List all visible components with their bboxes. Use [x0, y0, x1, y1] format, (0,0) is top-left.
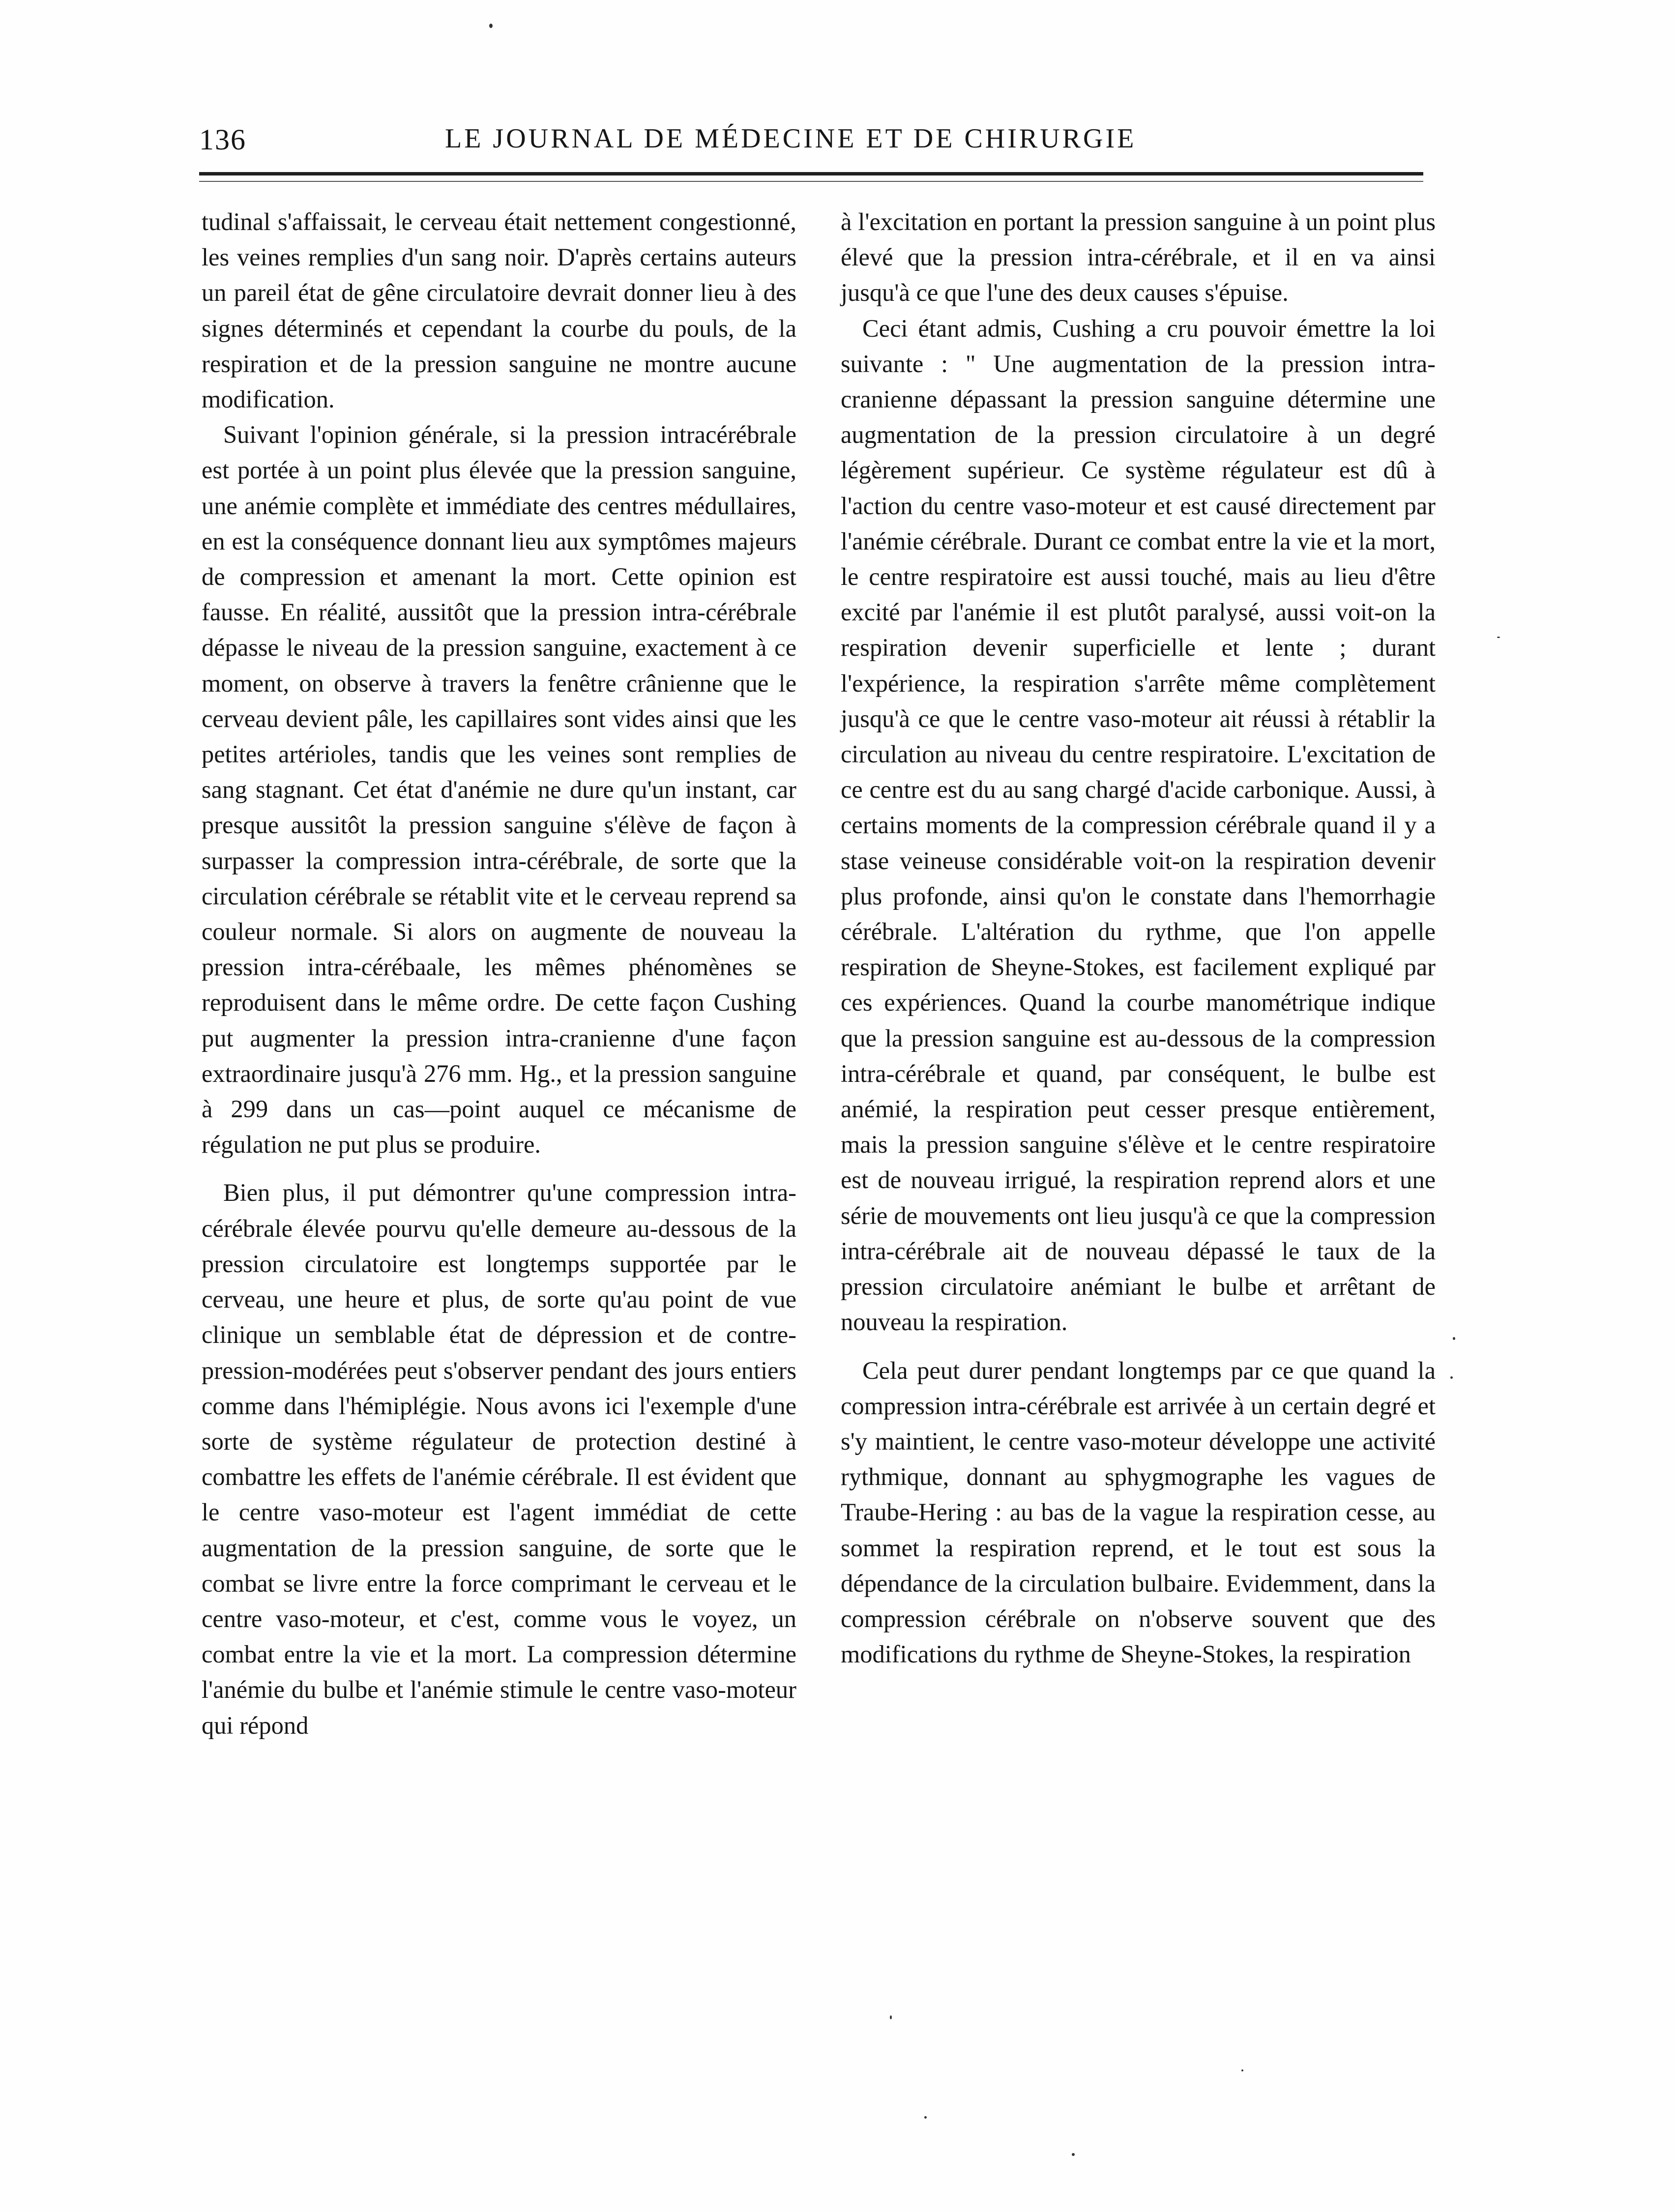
page-number: 136	[199, 123, 246, 156]
print-speck	[489, 24, 493, 28]
right-column	[841, 204, 1436, 1672]
page-header	[199, 123, 1423, 177]
print-speck	[1497, 637, 1500, 638]
running-title: LE JOURNAL DE MÉDECINE ET DE CHIRURGIE	[445, 123, 1137, 154]
paragraph-continued: à l'excitation en portant la pression sanguine à un point plus élevé que la pression intra-cérébrale, et il en va ainsi jusqu'à ce que l'une des deux causes s'épuise.	[841, 208, 1436, 307]
paragraph: Cela peut durer pendant longtemps par ce que quand la compression intra-cérébrale est arrivée à un certain degré et s'y maintient, le centre vaso-moteur développe une activité rythmique, donnant au sphygmographe les vagues de Traube-Hering : au bas de la vague la respiration cesse, au sommet la respiration reprend, et le tout est sous la dépendance de la circulation bulbaire. Evidemment, dans la compression cérébrale on n'observe souvent que des modifications du rythme de Sheyne-Stokes, la respiration	[841, 1356, 1436, 1668]
header-rule	[199, 172, 1423, 175]
paragraph: Ceci étant admis, Cushing a cru pouvoir émettre la loi suivante : " Une augmentation de la pression intra-cranienne dépassant la pression sanguine détermine une augmentation de la pression circulatoire à un degré légèrement supérieur. Ce système régulateur est dû à l'action du centre vaso-moteur et est causé directement par l'anémie cérébrale. Durant ce combat entre la vie et la mort, le centre respiratoire est aussi touché, mais au lieu d'être excité par l'anémie il est plutôt paralysé, aussi voit-on la respiration devenir superficielle et lente ; durant l'expérience, la respiration s'arrête même complètement jusqu'à ce que le centre vaso-moteur ait réussi à rétablir la circulation au niveau du centre respiratoire. L'excitation de ce centre est du au sang chargé d'acide carbonique. Aussi, à certains moments de la compression cérébrale quand il y a stase veineuse considérable voit-on la respiration devenir plus profonde, ainsi qu'on le constate dans l'hemorrhagie cérébrale. L'altération du rythme, que l'on appelle respiration de Sheyne-Stokes, est facilement expliqué par ces expériences. Quand la courbe manométrique indique que la pression sanguine est au-dessous de la compression intra-cérébrale et quand, par conséquent, le bulbe est anémié, la respiration peut cesser presque entièrement, mais la pression sanguine s'élève et le centre respiratoire est de nouveau irrigué, la respiration reprend alors et une série de mouvements ont lieu jusqu'à ce que la compression intra-cérébrale ait de nouveau dépassé le taux de la pression circulatoire anémiant le bulbe et arrêtant de nouveau la respiration.	[841, 314, 1436, 1336]
print-speck	[1450, 1376, 1453, 1379]
paragraph-continued: tudinal s'affaissait, le cerveau était nettement congestionné, les veines remplies d'un sang noir. D'après certains auteurs un pareil état de gêne circulatoire devrait donner lieu à des signes déterminés et cependant la courbe du pouls, de la respiration et de la pression sanguine ne montre aucune modification.	[202, 208, 796, 413]
paragraph: Bien plus, il put démontrer qu'une compression intra-cérébrale élevée pourvu qu'elle demeure au-dessous de la pression circulatoire est longtemps supportée par le cerveau, une heure et plus, de sorte qu'au point de vue clinique un semblable état de dépression et de contre-pression-modérées peut s'observer pendant des jours entiers comme dans l'hémiplégie. Nous avons ici l'exemple d'une sorte de système régulateur de protection destiné à combattre les effets de l'anémie cérébrale. Il est évident que le centre vaso-moteur est l'agent immédiat de cette augmentation de la pression sanguine, de sorte que le combat se livre entre la force comprimant le cerveau et le centre vaso-moteur, et c'est, comme vous le voyez, un combat entre la vie et la mort. La compression détermine l'anémie du bulbe et l'anémie stimule le centre vaso-moteur qui répond	[202, 1179, 796, 1739]
left-column	[202, 204, 796, 1743]
print-speck	[924, 2116, 927, 2119]
print-speck	[1453, 1337, 1455, 1340]
print-speck	[890, 2015, 892, 2019]
print-speck	[1241, 2069, 1243, 2071]
paragraph: Suivant l'opinion générale, si la pression intracérébrale est portée à un point plus élevée que la pression sanguine, une anémie complète et immédiate des centres médullaires, en est la conséquence donnant lieu aux symptômes majeurs de compression et amenant la mort. Cette opinion est fausse. En réalité, aussitôt que la pression intra-cérébrale dépasse le niveau de la pression sanguine, exactement à ce moment, on observe à travers la fenêtre crânienne que le cerveau devient pâle, les capillaires sont vides ainsi que les petites artérioles, tandis que les veines sont remplies de sang stagnant. Cet état d'anémie ne dure qu'un instant, car presque aussitôt la pression sanguine s'élève de façon à surpasser la compression intra-cérébrale, de sorte que la circulation cérébrale se rétablit vite et le cerveau reprend sa couleur normale. Si alors on augmente de nouveau la pression intra-cérébaale, les mêmes phénomènes se reproduisent dans le même ordre. De cette façon Cushing put augmenter la pression intra-cranienne d'une façon extraordinaire jusqu'à 276 mm. Hg., et la pression sanguine à 299 dans un cas—point auquel ce mécanisme de régulation ne put plus se produire.	[202, 421, 796, 1159]
header-rule-thin	[199, 181, 1423, 182]
print-speck	[1072, 2153, 1075, 2156]
